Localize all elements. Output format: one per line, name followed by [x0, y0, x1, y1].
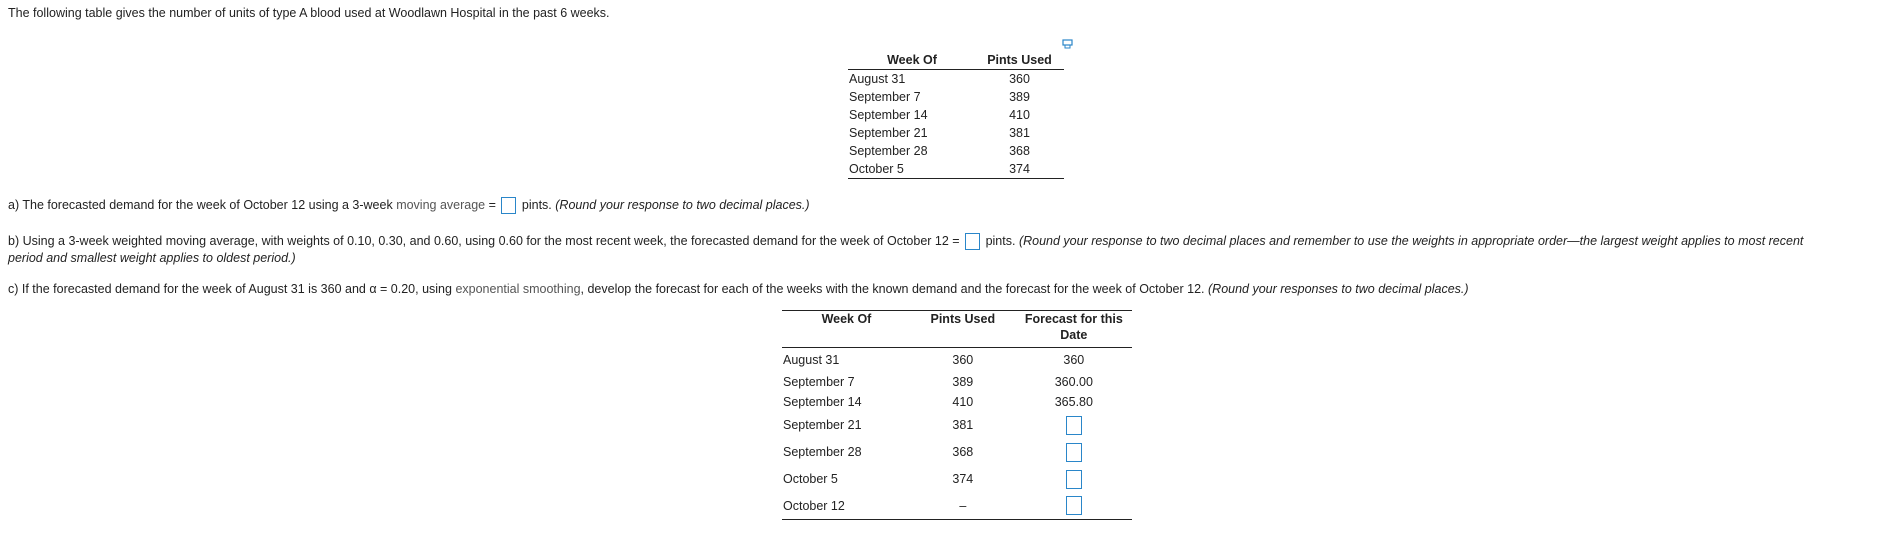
pints-cell: 360 [952, 352, 974, 367]
rounding-hint-continued: period and smallest weight applies to oldest period.) [8, 251, 296, 265]
week-cell: September 28 [849, 144, 928, 158]
exponential-smoothing-table [782, 310, 1132, 520]
header-week-of: Week Of [848, 52, 975, 70]
header-week-of: Week Of [821, 312, 872, 326]
pints-cell: 368 [952, 445, 974, 459]
question-c-text: c) If the forecasted demand for the week of August 31 is 360 and α = 0.20, using [8, 282, 456, 296]
pints-cell: 410 [952, 394, 974, 409]
table-header-row [848, 52, 1064, 70]
table-row [782, 372, 1132, 392]
table-row [848, 88, 1064, 106]
exponential-smoothing-link[interactable]: exponential smoothing [455, 282, 581, 296]
week-cell: September 14 [849, 108, 928, 122]
rounding-hint: (Round your responses to two decimal places.) [1208, 282, 1469, 296]
table-row [782, 439, 1132, 466]
table-row [782, 412, 1132, 439]
forecast-input-oct5[interactable] [1066, 470, 1082, 489]
pints-cell: 389 [1009, 90, 1030, 104]
week-cell: September 7 [849, 90, 921, 104]
pints-cell: 374 [952, 472, 974, 486]
pints-cell: – [910, 493, 1016, 520]
week-cell: August 31 [783, 352, 840, 367]
rounding-hint: (Round your response to two decimal places and remember to use the weights in appropriate order—the largest weight applies to most recent [1018, 233, 1804, 248]
pints-cell: 368 [1009, 144, 1030, 158]
blood-usage-table [848, 52, 1064, 179]
pints-cell: 381 [1009, 126, 1030, 140]
unit-label: pints. [985, 233, 1016, 248]
week-cell: October 5 [783, 472, 838, 486]
table-row [782, 348, 1132, 372]
week-cell: September 21 [849, 126, 928, 140]
unit-label: pints. [521, 197, 552, 212]
week-cell: September 7 [783, 374, 855, 389]
copy-table-icon[interactable] [1062, 38, 1074, 48]
question-c [8, 282, 1469, 296]
table-row [782, 493, 1132, 520]
question-b [8, 233, 1803, 250]
equals-sign: = [485, 197, 496, 212]
table-row [782, 466, 1132, 493]
pints-cell: 389 [952, 374, 974, 389]
forecast-cell [1016, 439, 1132, 466]
forecast-cell: 360.00 [1054, 374, 1093, 389]
forecast-cell [1016, 466, 1132, 493]
week-cell: September 14 [783, 394, 862, 409]
question-b-text: b) Using a 3-week weighted moving average, with weights of 0.10, 0.30, and 0.60, using 0.60 for the most recent week, the forecasted demand for the week of October 12 = [8, 233, 960, 248]
table-header-row [782, 311, 1132, 348]
question-c-text-rest: , develop the forecast for each of the weeks with the known demand and the forecast for the week of October 12. [580, 282, 1205, 296]
week-cell: October 12 [782, 493, 910, 520]
header-pints-used: Pints Used [930, 312, 996, 326]
table-row [848, 70, 1064, 89]
pints-cell: 381 [952, 418, 974, 432]
question-a-text: a) The forecasted demand for the week of October 12 using a 3-week [8, 197, 397, 212]
forecast-input-sep28[interactable] [1066, 443, 1082, 462]
table-row [848, 160, 1064, 179]
header-pints-used: Pints Used [975, 52, 1064, 70]
pints-cell: 360 [1009, 72, 1030, 86]
question-a [8, 197, 810, 214]
table-row [782, 392, 1132, 412]
week-cell: October 5 [848, 160, 975, 179]
rounding-hint: (Round your response to two decimal places.) [555, 197, 810, 212]
forecast-cell [1016, 412, 1132, 439]
header-forecast: Forecast for this Date [1024, 312, 1123, 342]
forecast-input-sep21[interactable] [1066, 416, 1082, 435]
answer-a-input[interactable] [501, 197, 516, 214]
moving-average-link[interactable]: moving average [396, 197, 486, 212]
week-cell: September 28 [783, 445, 862, 459]
week-cell: August 31 [849, 72, 906, 86]
answer-b-input[interactable] [965, 233, 980, 250]
forecast-cell [1016, 493, 1132, 520]
forecast-cell: 365.80 [1054, 394, 1093, 409]
pints-cell: 410 [1009, 108, 1030, 122]
week-cell: September 21 [783, 418, 862, 432]
table-row [848, 106, 1064, 124]
intro-text: The following table gives the number of units of type A blood used at Woodlawn Hospital in the past 6 weeks. [8, 6, 610, 20]
table-row [848, 124, 1064, 142]
forecast-cell: 360 [1063, 352, 1085, 367]
forecast-input-oct12[interactable] [1066, 496, 1082, 515]
pints-cell: 374 [975, 160, 1064, 179]
table-row [848, 142, 1064, 160]
